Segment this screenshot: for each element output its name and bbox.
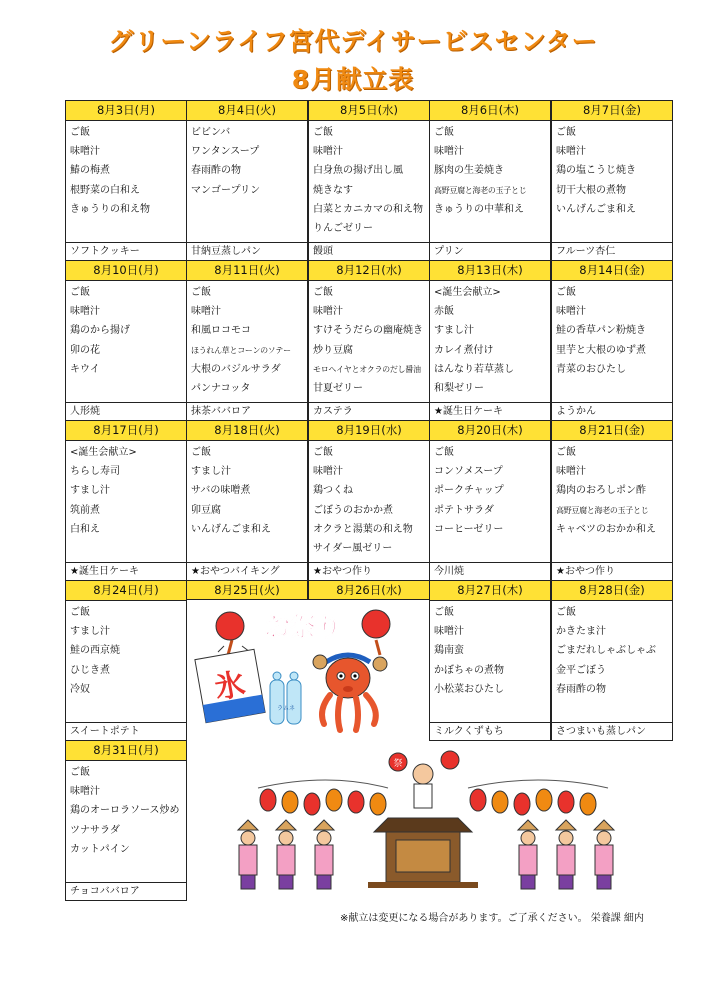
menu-items	[309, 121, 429, 238]
snack-item: 今川焼	[430, 562, 550, 580]
menu-items	[309, 441, 429, 558]
menu-items	[309, 281, 429, 398]
menu-item: パンナコッタ	[191, 383, 251, 395]
menu-item: 里芋と大根のゆず煮	[556, 344, 646, 356]
menu-item: 味噌汁	[556, 306, 586, 318]
lantern-icon	[304, 793, 320, 815]
day-cell	[186, 100, 308, 261]
menu-item: すまし汁	[434, 325, 474, 337]
menu-item: 白菜とカニカマの和え物	[313, 203, 423, 215]
menu-items	[430, 281, 550, 398]
menu-item: ご飯	[313, 447, 333, 458]
lantern-icon	[326, 789, 342, 811]
menu-item: 味噌汁	[313, 146, 343, 158]
snack-item: ★誕生日ケーキ	[430, 402, 550, 420]
menu-item: 焼きなす	[313, 184, 353, 196]
menu-item: 鶏肉のおろしポン酢	[556, 485, 646, 497]
ice-sign-icon	[195, 646, 265, 723]
day-cell	[429, 100, 551, 261]
menu-item: ビビンバ	[191, 127, 231, 138]
menu-item: すまし汁	[191, 466, 231, 478]
menu-item: 味噌汁	[434, 626, 464, 638]
day-date: 8月6日(木)	[430, 101, 550, 121]
festival-illustration	[190, 600, 426, 740]
menu-items	[552, 281, 672, 379]
menu-item: ご飯	[191, 287, 211, 298]
menu-item: サイダー風ゼリー	[313, 543, 393, 555]
page-subtitle: 8月献立表	[291, 65, 415, 94]
octopus-icon	[313, 655, 387, 730]
menu-item: ご飯	[313, 287, 333, 298]
menu-item: <誕生会献立>	[70, 447, 137, 458]
day-cell	[186, 580, 308, 600]
snack-item: プリン	[430, 242, 550, 260]
menu-item: カレイ煮付け	[434, 344, 494, 356]
menu-item: 卯の花	[70, 344, 100, 356]
day-cell	[65, 100, 187, 261]
menu-item: 白身魚の揚げ出し風	[313, 165, 403, 177]
day-date: 8月28日(金)	[552, 581, 672, 601]
day-cell	[308, 260, 430, 421]
day-cell	[186, 260, 308, 421]
snack-item: ★おやつ作り	[309, 562, 429, 580]
menu-item: ご飯	[313, 127, 333, 138]
day-date: 8月4日(火)	[187, 101, 307, 121]
menu-item: ツナサラダ	[70, 824, 120, 836]
menu-item: きゅうりの和え物	[70, 203, 150, 215]
menu-items	[66, 761, 186, 859]
page-title: グリーンライフ宮代デイサービスセンター	[108, 27, 598, 56]
menu-item: ご飯	[70, 287, 90, 298]
menu-item: 味噌汁	[313, 466, 343, 478]
menu-item: 味噌汁	[70, 306, 100, 318]
festival-man-icon	[389, 751, 459, 808]
lantern-icon	[558, 791, 574, 813]
lantern-icon	[348, 791, 364, 813]
snack-item: 人形焼	[66, 402, 186, 420]
day-date: 8月21日(金)	[552, 421, 672, 441]
day-date: 8月18日(火)	[187, 421, 307, 441]
menu-item: かぼちゃの煮物	[434, 664, 504, 676]
day-cell	[65, 420, 187, 581]
menu-item: コーヒーゼリー	[434, 523, 504, 535]
day-date: 8月24日(月)	[66, 581, 186, 601]
menu-items	[430, 121, 550, 219]
day-date: 8月10日(月)	[66, 261, 186, 281]
menu-item: ほうれん草とコーンのソテー	[191, 345, 291, 355]
menu-item: 炒り豆腐	[313, 344, 353, 356]
dancer-icon	[238, 820, 258, 889]
lantern-icon	[536, 789, 552, 811]
snack-item: 甘納豆蒸しパン	[187, 242, 307, 260]
menu-items	[552, 121, 672, 219]
snack-item: さつまいも蒸しパン	[552, 722, 672, 740]
day-date: 8月11日(火)	[187, 261, 307, 281]
menu-item: いんげんごま和え	[556, 203, 636, 215]
snack-item: ようかん	[552, 402, 672, 420]
menu-item: 卯豆腐	[191, 504, 221, 516]
svg-text:ラムネ: ラムネ	[277, 705, 295, 712]
menu-item: 根野菜の白和え	[70, 184, 140, 196]
menu-items	[552, 601, 672, 699]
dancer-icon	[594, 820, 614, 889]
menu-item: 味噌汁	[556, 146, 586, 158]
menu-item: 味噌汁	[556, 466, 586, 478]
ramune-bottle-icon	[270, 672, 301, 724]
menu-item: ご飯	[556, 447, 576, 458]
menu-item: 鰆の梅煮	[70, 165, 110, 177]
menu-item: いんげんごま和え	[191, 523, 271, 535]
lantern-icon	[492, 791, 508, 813]
menu-item: ごぼうのおかか煮	[313, 504, 393, 516]
day-cell	[551, 420, 673, 581]
dancer-icon	[276, 820, 296, 889]
menu-item: 春雨酢の物	[191, 165, 241, 177]
menu-item: 鶏つくね	[313, 485, 353, 497]
menu-item: ご飯	[434, 127, 454, 138]
menu-item: ひじき煮	[70, 664, 110, 676]
snack-item: ソフトクッキー	[66, 242, 186, 260]
menu-item: 冷奴	[70, 683, 90, 695]
menu-item: ご飯	[434, 607, 454, 618]
menu-item: キャベツのおかか和え	[556, 523, 656, 535]
day-date: 8月17日(月)	[66, 421, 186, 441]
menu-item: 高野豆腐と海老の玉子とじ	[556, 505, 649, 515]
menu-item: かきたま汁	[556, 626, 606, 638]
menu-item: 高野豆腐と海老の玉子とじ	[434, 185, 527, 195]
day-cell	[65, 580, 187, 741]
snack-item: カステラ	[309, 402, 429, 420]
snack-item: ★おやつバイキング	[187, 562, 307, 580]
day-date: 8月7日(金)	[552, 101, 672, 121]
menu-items	[66, 441, 186, 539]
menu-item: ご飯	[556, 127, 576, 138]
menu-item: キウイ	[70, 363, 100, 375]
menu-item: ご飯	[434, 447, 454, 458]
snack-item: 饅頭	[309, 242, 429, 260]
menu-item: <誕生会献立>	[434, 287, 501, 298]
menu-item: ご飯	[191, 447, 211, 458]
svg-text:氷: 氷	[212, 666, 248, 707]
menu-items	[187, 281, 307, 398]
festival-text: お祭り	[263, 613, 343, 643]
lantern-icon	[470, 789, 486, 811]
day-date: 8月13日(木)	[430, 261, 550, 281]
day-date: 8月20日(木)	[430, 421, 550, 441]
menu-item: 金平ごぼう	[556, 664, 606, 676]
snack-item: ★誕生日ケーキ	[66, 562, 186, 580]
lantern-icon	[370, 793, 386, 815]
dancer-icon	[518, 820, 538, 889]
menu-item: 和梨ゼリー	[434, 383, 484, 395]
lantern-icon	[514, 793, 530, 815]
menu-items	[187, 121, 307, 200]
menu-item: 味噌汁	[191, 306, 221, 318]
menu-item: 鶏の塩こうじ焼き	[556, 165, 636, 177]
menu-items	[430, 601, 550, 699]
menu-item: ワンタンスープ	[191, 146, 260, 158]
svg-text:祭: 祭	[393, 759, 403, 769]
menu-item: 鶏のオーロラソース炒め	[70, 805, 180, 817]
menu-items	[187, 441, 307, 539]
menu-item: きゅうりの中華和え	[434, 203, 524, 215]
menu-item: ご飯	[70, 607, 90, 618]
uchiwa-fan-right-icon	[362, 610, 390, 655]
mikoshi-shrine-icon	[368, 818, 478, 888]
menu-item: すけそうだらの幽庵焼き	[313, 325, 423, 337]
day-cell	[429, 260, 551, 421]
day-cell	[429, 420, 551, 581]
menu-items	[552, 441, 672, 539]
footer-note: ※献立は変更になる場合があります。ご了承ください。 栄養課 細内	[340, 913, 644, 924]
lantern-icon	[282, 791, 298, 813]
day-date: 8月12日(水)	[309, 261, 429, 281]
menu-item: 春雨酢の物	[556, 683, 606, 695]
day-date: 8月19日(水)	[309, 421, 429, 441]
menu-item: オクラと湯葉の和え物	[313, 523, 413, 535]
day-cell	[551, 580, 673, 741]
menu-item: ポテトサラダ	[434, 504, 494, 516]
day-date: 8月14日(金)	[552, 261, 672, 281]
menu-item: 和風ロコモコ	[191, 325, 251, 337]
menu-item: ポークチャップ	[434, 485, 504, 497]
day-date: 8月26日(水)	[309, 581, 429, 600]
menu-item: 鶏南蛮	[434, 645, 464, 657]
day-cell	[429, 580, 551, 741]
dancer-icon	[314, 820, 334, 889]
menu-item: 豚肉の生姜焼き	[434, 165, 504, 177]
day-cell	[186, 420, 308, 581]
menu-item: すまし汁	[70, 485, 110, 497]
day-cell	[551, 260, 673, 421]
day-cell	[308, 100, 430, 261]
day-date: 8月3日(月)	[66, 101, 186, 121]
snack-item: ★おやつ作り	[552, 562, 672, 580]
menu-item: 小松菜おひたし	[434, 683, 504, 695]
menu-item: 筑前煮	[70, 504, 100, 516]
menu-item: りんごゼリー	[313, 223, 373, 235]
snack-item: 抹茶ババロア	[187, 402, 307, 420]
menu-item: すまし汁	[70, 626, 110, 638]
menu-items	[430, 441, 550, 539]
menu-items	[66, 281, 186, 379]
day-cell	[551, 100, 673, 261]
day-cell	[65, 740, 187, 901]
menu-item: カットパイン	[70, 843, 130, 855]
uchiwa-fan-left-icon	[216, 612, 244, 655]
menu-items	[66, 121, 186, 219]
snack-item: スイートポテト	[66, 722, 186, 740]
day-cell	[308, 420, 430, 581]
lantern-icon	[580, 793, 596, 815]
menu-item: ご飯	[556, 287, 576, 298]
day-date: 8月27日(木)	[430, 581, 550, 601]
menu-item: 味噌汁	[70, 146, 100, 158]
menu-item: 味噌汁	[70, 786, 100, 798]
dancer-icon	[556, 820, 576, 889]
menu-item: マンゴープリン	[191, 184, 261, 196]
mikoshi-festival-illustration	[228, 748, 628, 908]
menu-item: モロヘイヤとオクラのだし醤油	[313, 364, 421, 374]
day-cell	[65, 260, 187, 421]
menu-item: 甘夏ゼリー	[313, 383, 363, 395]
snack-item: フルーツ杏仁	[552, 242, 672, 260]
snack-item: ミルクくずもち	[430, 722, 550, 740]
day-date: 8月5日(水)	[309, 101, 429, 121]
menu-item: 赤飯	[434, 306, 454, 318]
menu-item: はんなり若草蒸し	[434, 363, 514, 375]
menu-item: サバの味噌煮	[191, 485, 251, 497]
menu-item: ちらし寿司	[70, 466, 120, 478]
menu-item: 鮭の西京焼	[70, 645, 120, 657]
menu-item: ご飯	[70, 767, 90, 778]
menu-items	[66, 601, 186, 699]
menu-item: コンソメスープ	[434, 466, 503, 478]
snack-item: チョコババロア	[66, 882, 186, 900]
menu-item: 切干大根の煮物	[556, 184, 626, 196]
day-date: 8月31日(月)	[66, 741, 186, 761]
menu-item: ご飯	[556, 607, 576, 618]
menu-item: 味噌汁	[434, 146, 464, 158]
day-date: 8月25日(火)	[187, 581, 307, 600]
menu-item: 鮭の香草パン粉焼き	[556, 325, 646, 337]
menu-item: 白和え	[70, 523, 100, 535]
menu-item: 大根のバジルサラダ	[191, 363, 281, 375]
menu-item: 鶏のから揚げ	[70, 325, 130, 337]
menu-item: ご飯	[70, 127, 90, 138]
menu-item: 青菜のおひたし	[556, 363, 626, 375]
menu-item: ごまだれしゃぶしゃぶ	[556, 645, 656, 657]
day-cell	[308, 580, 430, 600]
menu-item: 味噌汁	[313, 306, 343, 318]
lantern-icon	[260, 789, 276, 811]
